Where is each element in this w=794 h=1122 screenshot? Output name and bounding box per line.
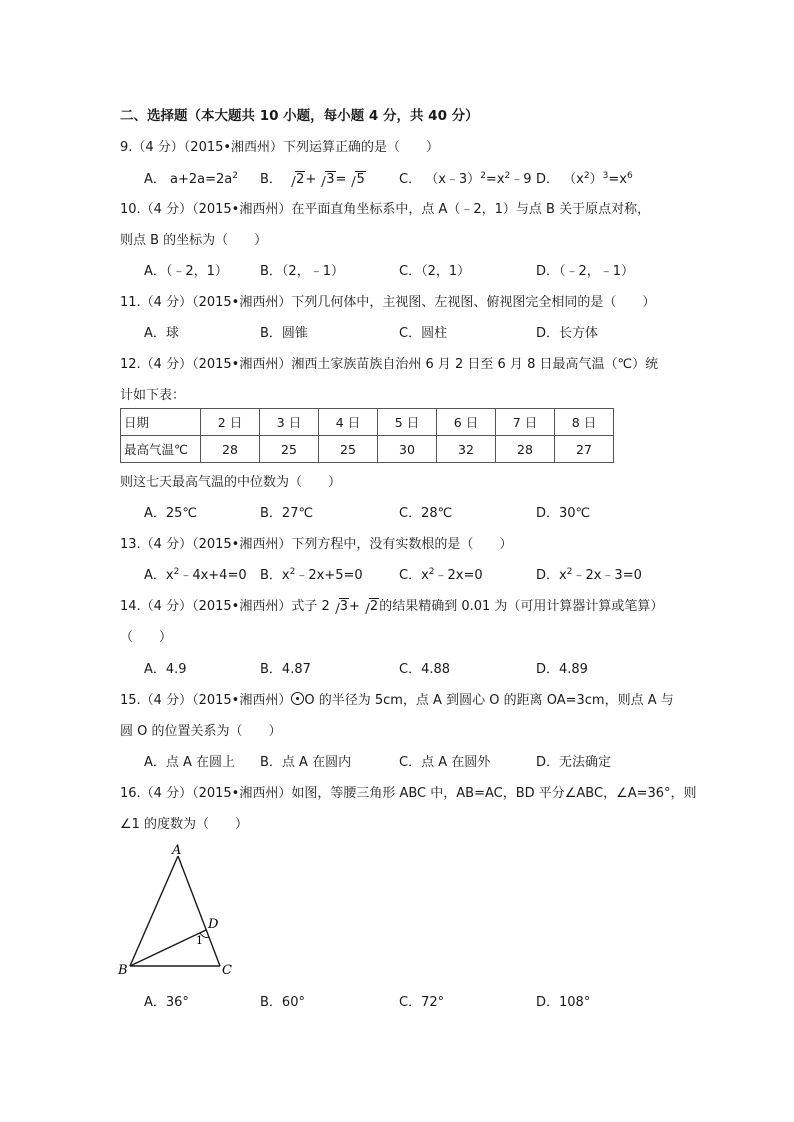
q13-option-b: B．$x^2﹣2x+5=0$ [260,567,363,583]
q11-option-b: B．圆锥 [260,326,308,341]
q13-option-c: C．$x^2﹣2x=0$ [399,567,483,583]
q14-option-d: D．4.89 [536,662,588,677]
table-cell: 28 [201,436,260,463]
q9-option-d: D． $(x^2)^3=x^6$ [536,171,633,187]
q12-option-c: C．28℃ [399,506,453,521]
side-ac [178,856,220,966]
q12-option-b: B．27℃ [260,506,314,521]
triangle-figure [112,838,252,983]
q9-option-a: A． $a+2a=2a^2$ [144,171,239,187]
q9-stem: 9.（4 分）（2015•湘西州）下列运算正确的是（ ） [120,140,440,155]
q10-option-c: C．（2，1） [399,264,471,279]
q9-option-b: B． 2+ 3= 5 [260,172,365,187]
table-cell: 8 日 [555,409,614,436]
circle-dot-icon [291,692,304,705]
q12-stem-line3: 则这七天最高气温的中位数为（ ） [120,475,342,490]
table-row [121,409,614,436]
table-cell: 28 [496,436,555,463]
bisector-bd [130,930,206,966]
q14-stem-line1: 14.（4 分）（2015•湘西州）式子 2 3+ 2的结果精确到 0.01 为（可用计算器计算或笔算） [120,599,664,614]
table-cell: 3 日 [260,409,319,436]
table-row [121,436,614,463]
q13-stem: 13.（4 分）（2015•湘西州）下列方程中，没有实数根的是（ ） [120,537,513,552]
table-cell: 27 [555,436,614,463]
vertex-label-a: A [172,843,182,858]
q14-options [144,658,704,678]
q10-option-d: D．（﹣2，﹣1） [536,264,635,279]
vertex-label-c: C [222,963,232,978]
table-cell: 25 [260,436,319,463]
q15-stem-line1: 15.（4 分）（2015•湘西州） O 的半径为 5cm，点 A 到圆心 O 的距离 OA=3cm，则点 A 与 [120,693,674,708]
vertex-label-d: D [208,917,219,932]
q12-options [144,502,704,522]
q15-stem-line2: 圆 O 的位置关系为（ ） [120,724,282,739]
q16-stem-line2: ∠1 的度数为（ ） [120,817,249,832]
q12-stem-line2: 计如下表： [120,388,186,403]
q15-options [144,751,704,771]
q16-option-c: C．72° [399,995,445,1010]
q16-option-b: B．60° [260,995,305,1010]
q14-stem-line2: （ ） [120,630,173,645]
q11-option-c: C．圆柱 [399,326,448,341]
q10-option-a: A．（﹣2，1） [144,264,228,279]
q13-option-d: D．$x^2﹣2x﹣3=0$ [536,567,642,583]
table-row-header: 最高气温℃ [121,436,201,463]
q15-option-b: B．点 A 在圆内 [260,755,352,770]
temperature-table [120,408,614,463]
q15-option-c: C．点 A 在圆外 [399,755,491,770]
table-cell: 6 日 [437,409,496,436]
q12-stem-line1: 12.（4 分）（2015•湘西州）湘西土家族苗族自治州 6 月 2 日至 6 月 8 日最高气温（℃）统 [120,357,659,372]
q16-option-a: A．36° [144,995,189,1010]
angle-label-1: 1 [196,934,203,947]
q15-option-d: D．无法确定 [536,755,612,770]
section-title: 二、选择题（本大题共 10 小题，每小题 4 分，共 40 分） [120,108,479,124]
q13-options [144,564,704,584]
q15-option-a: A．点 A 在圆上 [144,755,236,770]
q11-option-a: A．球 [144,326,179,341]
table-cell: 7 日 [496,409,555,436]
q12-option-d: D．30℃ [536,506,591,521]
q14-option-b: B．4.87 [260,662,311,677]
side-ab [130,856,178,966]
q10-stem-line2: 则点 B 的坐标为（ ） [120,233,268,248]
q9-option-c: C． $(x﹣3)^2=x^2﹣9$ [399,171,532,187]
q13-option-a: A．$x^2﹣4x+4=0$ [144,567,247,583]
q16-options [144,991,704,1011]
q16-option-d: D．108° [536,995,591,1010]
table-cell: 32 [437,436,496,463]
q10-stem-line1: 10.（4 分）（2015•湘西州）在平面直角坐标系中，点 A（﹣2，1）与点 B 关于原点对称， [120,202,651,217]
table-cell: 5 日 [378,409,437,436]
table-cell: 2 日 [201,409,260,436]
vertex-label-b: B [118,963,128,978]
q14-option-c: C．4.88 [399,662,451,677]
q9-options [144,168,704,188]
table-row-header: 日期 [121,409,201,436]
table-cell: 25 [319,436,378,463]
q12-option-a: A．25℃ [144,506,198,521]
q11-options [144,322,704,342]
table-cell: 4 日 [319,409,378,436]
q11-stem: 11.（4 分）（2015•湘西州）下列几何体中，主视图、左视图、俯视图完全相同的是（ ） [120,295,656,310]
q14-option-a: A．4.9 [144,662,187,677]
q10-options [144,260,704,280]
table-cell: 30 [378,436,437,463]
q16-stem-line1: 16.（4 分）（2015•湘西州）如图，等腰三角形 ABC 中，AB=AC，BD 平分∠ABC，∠A=36°，则 [120,786,697,801]
q11-option-d: D．长方体 [536,326,599,341]
q10-option-b: B．（2，﹣1） [260,264,344,279]
